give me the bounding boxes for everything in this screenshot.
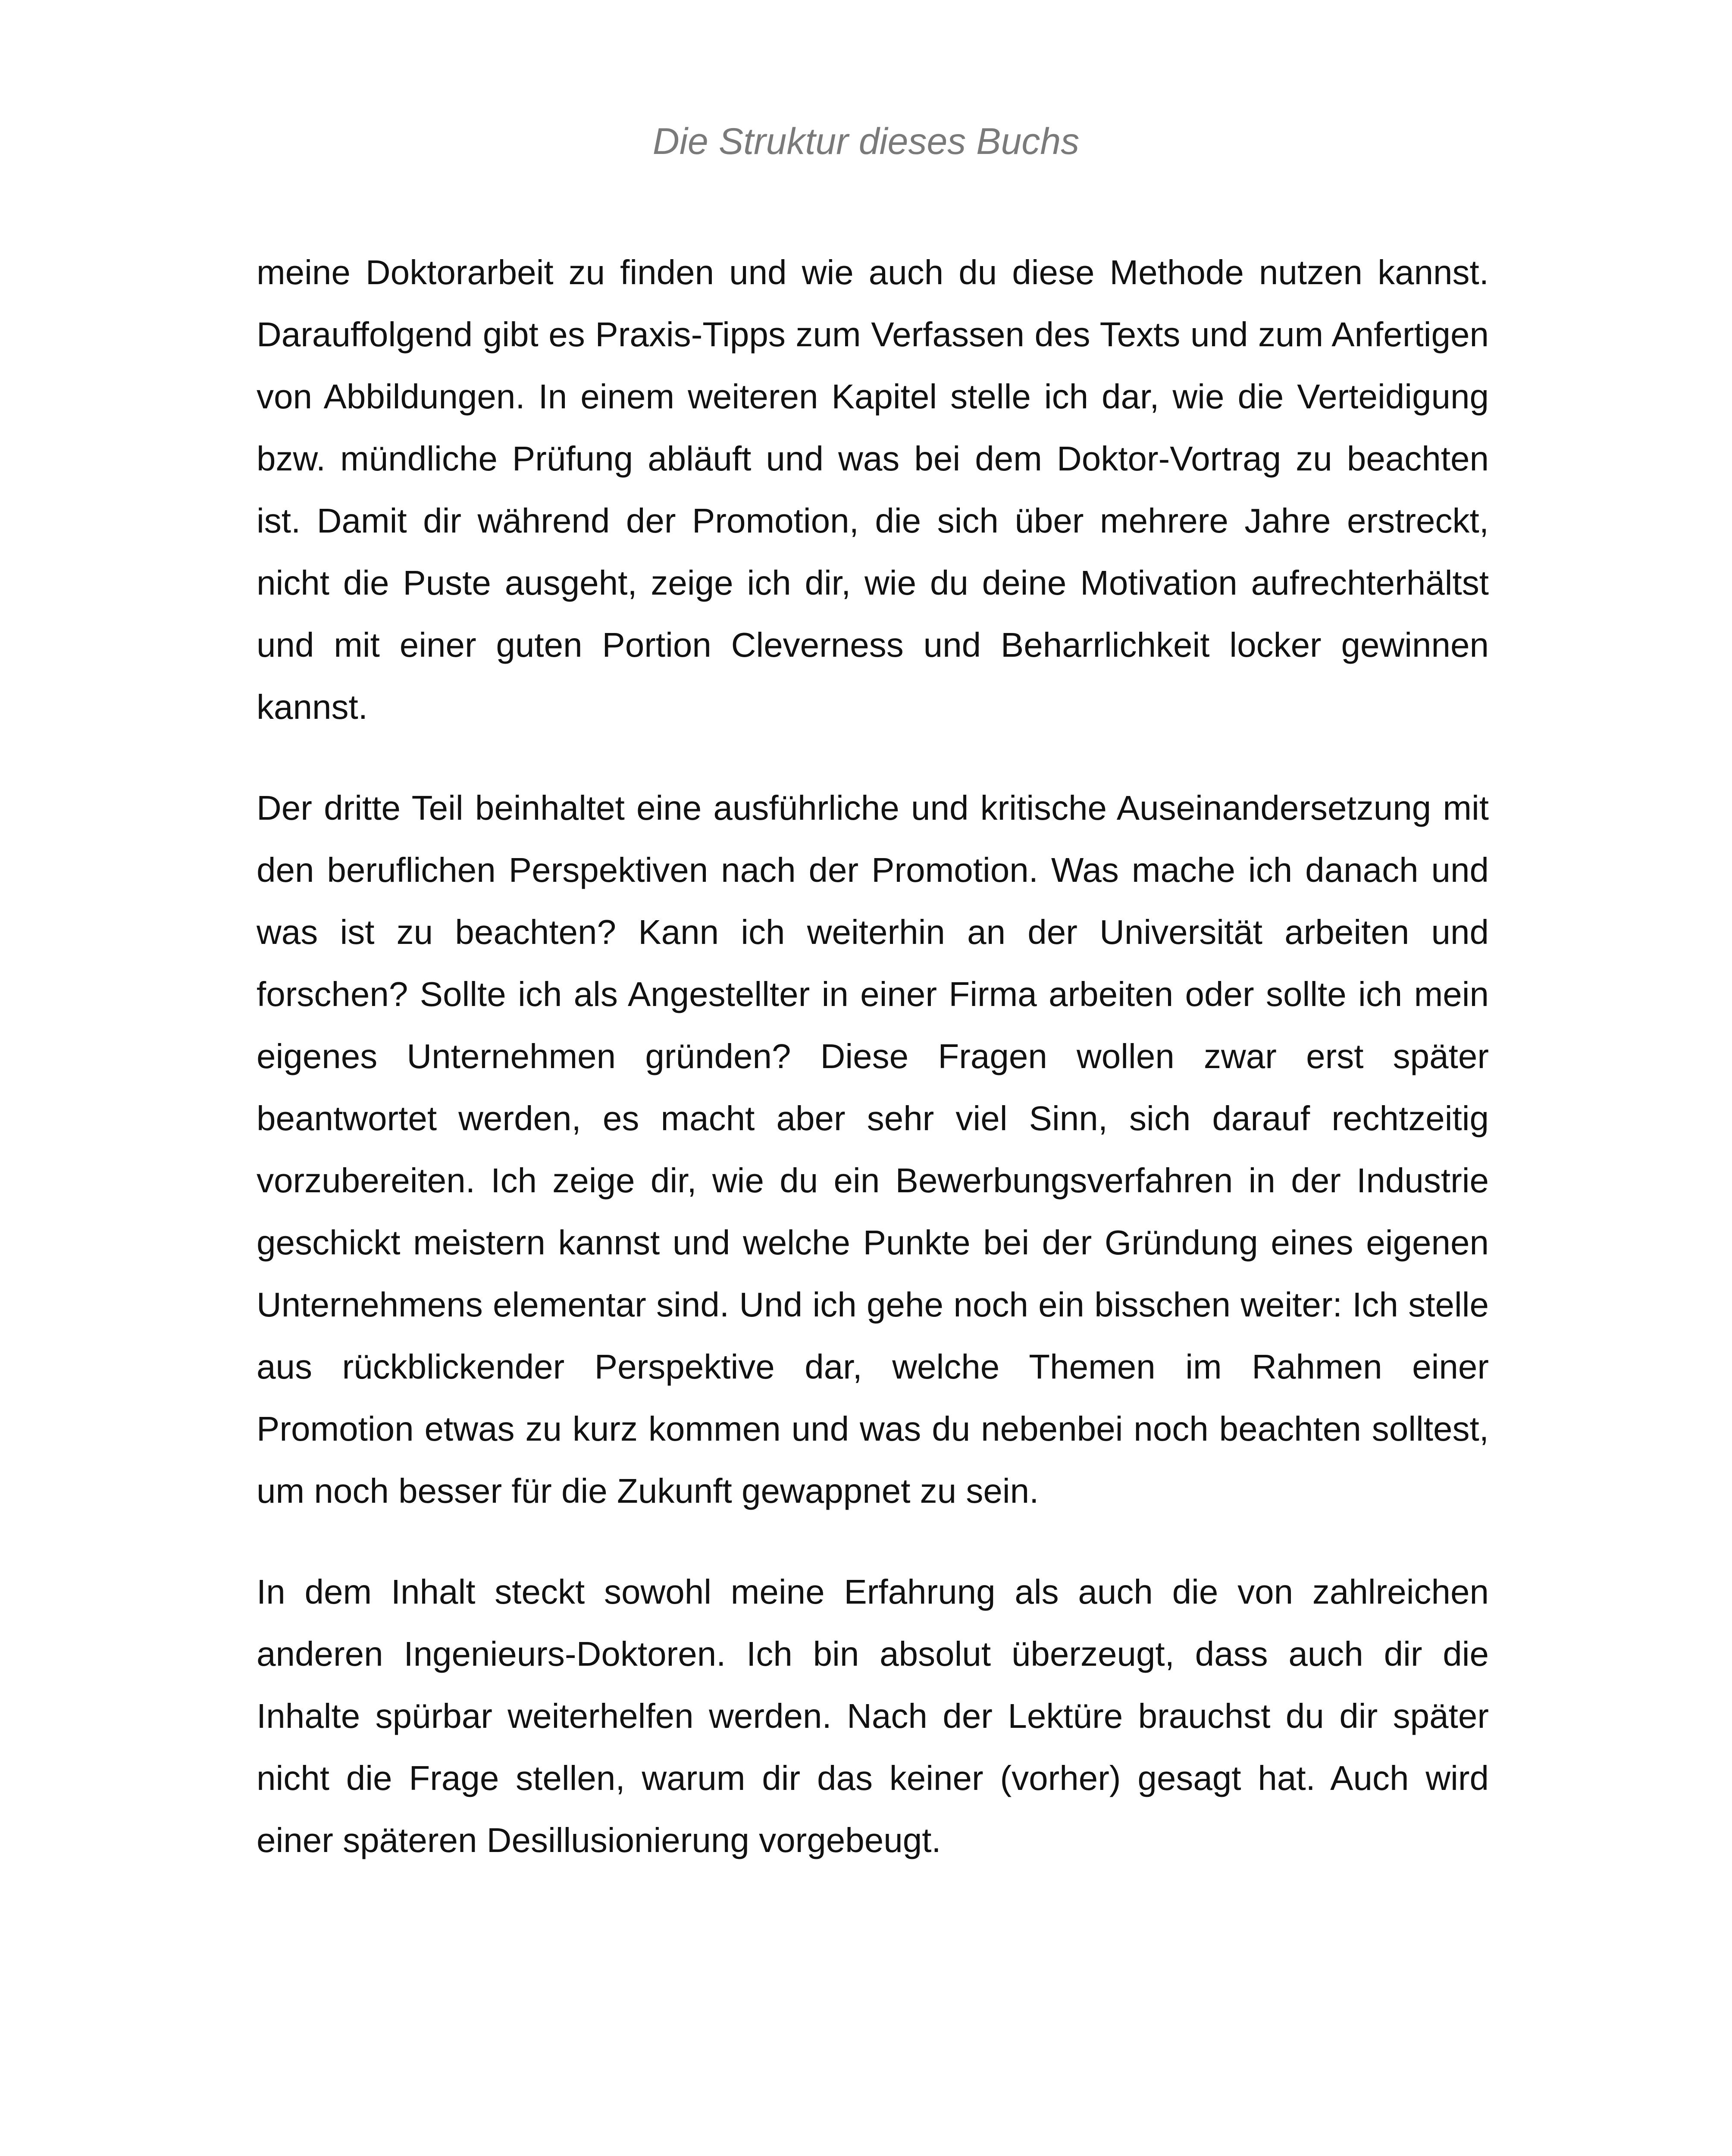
paragraph-2: Der dritte Teil beinhaltet eine ausführliche und kritische Auseinandersetzung mit den beruflichen Perspektiven nach der Promotion. Was mache ich danach und was ist zu beachten? Kann ich weiterhin an der Universität arbeiten und forschen? Sollte ich als Angestellter in einer Firma arbeiten oder sollte ich mein eigenes Unternehmen gründen? Diese Fragen wollen zwar erst später beantwortet werden, es macht aber sehr viel Sinn, sich darauf rechtzeitig vorzubereiten. Ich zeige dir, wie du ein Bewerbungsverfahren in der Industrie geschickt meistern kannst und welche Punkte bei der Gründung eines eigenen Unternehmens elementar sind. Und ich gehe noch ein bisschen weiter: Ich stelle aus rückblickender Perspektive dar, welche Themen im Rahmen einer Promotion etwas zu kurz kommen und was du nebenbei noch beachten solltest, um noch besser für die Zukunft gewappnet zu sein.: [257, 789, 1489, 1510]
running-header: Die Struktur dieses Buchs: [652, 121, 1080, 162]
paragraph-1: meine Doktorarbeit zu finden und wie auch du diese Methode nutzen kannst. Darauffolgend gibt es Praxis-Tipps zum Verfassen des Texts und zum Anfertigen von Abbildungen. In einem weiteren Kapitel stelle ich dar, wie die Verteidigung bzw. mündliche Prüfung abläuft und was bei dem Doktor-Vortrag zu beachten ist. Damit dir während der Promotion, die sich über mehrere Jahre erstreckt, nicht die Puste ausgeht, zeige ich dir, wie du deine Motivation aufrechterhältst und mit einer guten Portion Cleverness und Beharrlichkeit locker gewinnen kannst.: [257, 253, 1489, 726]
body-text: [257, 241, 1489, 1910]
paragraph-3: In dem Inhalt steckt sowohl meine Erfahrung als auch die von zahlreichen anderen Ingenieurs-Doktoren. Ich bin absolut überzeugt, dass auch dir die Inhalte spürbar weiterhelfen werden. Nach der Lektüre brauchst du dir später nicht die Frage stellen, warum dir das keiner (vorher) gesagt hat. Auch wird einer späteren Desillusionierung vorgebeugt.: [257, 1573, 1489, 1859]
